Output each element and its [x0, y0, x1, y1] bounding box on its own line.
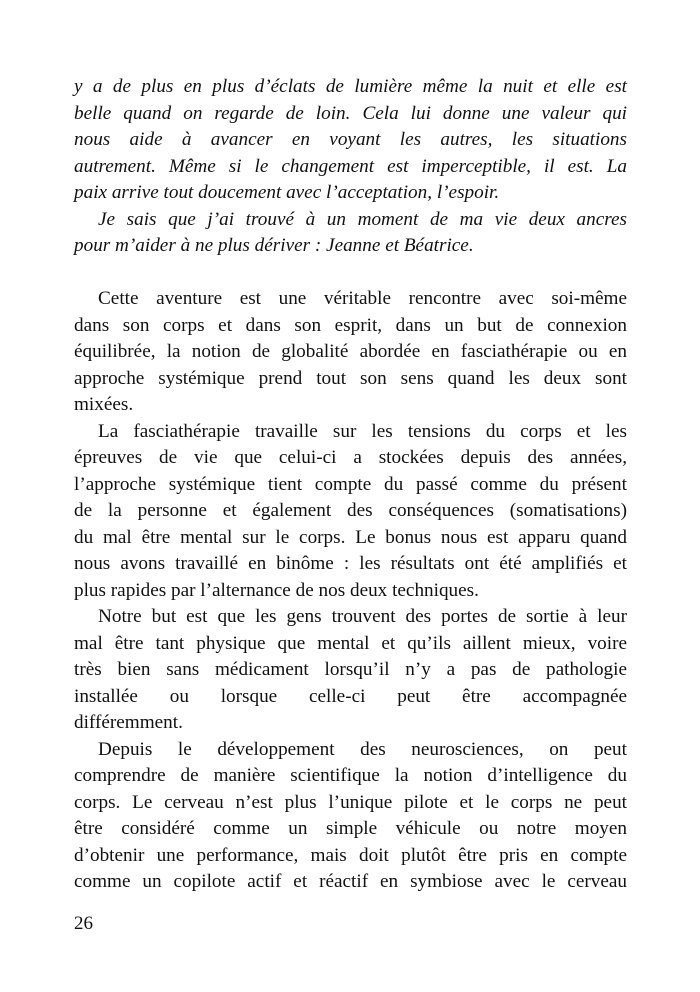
text-line: comprendre de manière scientifique la notion d’intelligence du: [74, 765, 627, 786]
text-line: équilibrée, la notion de globalité abordée en fasciathérapie ou en: [74, 341, 627, 362]
text-line: être considéré comme un simple véhicule ou notre moyen: [74, 818, 627, 839]
text-line: d’obtenir une performance, mais doit plutôt être pris en compte: [74, 844, 627, 866]
text-line: Depuis le développement des neurosciences, on peut: [98, 738, 627, 760]
text-line: de la personne et également des conséquences (somatisations): [74, 500, 627, 521]
text-line: La fasciathérapie travaille sur les tensions du corps et les: [98, 420, 627, 442]
text-line: nous aide à avancer en voyant les autres, les situations: [74, 129, 627, 150]
text-line: plus rapides par l’alternance de nos deux techniques.: [74, 579, 479, 601]
text-line: paix arrive tout doucement avec l’acceptation, l’espoir.: [74, 182, 500, 203]
text-line: différemment.: [74, 712, 183, 733]
text-line: mal être tant physique que mental et qu’ils aillent mieux, voire: [74, 632, 627, 654]
text-line: Notre but est que les gens trouvent des portes de sortie à leur: [98, 606, 627, 627]
text-line: belle quand on regarde de loin. Cela lui donne une valeur qui: [74, 102, 627, 124]
text-line: y a de plus en plus d’éclats de lumière même la nuit et elle est: [74, 76, 627, 97]
text-line: installée ou lorsque celle-ci peut être accompagnée: [74, 685, 627, 707]
text-line: épreuves de vie que celui-ci a stockées depuis des années,: [74, 447, 627, 468]
text-line: très bien sans médicament lorsqu’il n’y a pas de pathologie: [74, 659, 627, 680]
body-text-block: [74, 286, 627, 896]
text-line: approche systémique prend tout son sens quand les deux sont: [74, 367, 627, 389]
text-line: autrement. Même si le changement est imperceptible, il est. La: [74, 155, 627, 177]
text-line: corps. Le cerveau n’est plus l’unique pilote et le corps ne peut: [74, 791, 627, 813]
text-line: comme un copilote actif et réactif en symbiose avec le cerveau: [74, 871, 627, 892]
text-line: pour m’aider à ne plus dériver : Jeanne et Béatrice.: [74, 235, 474, 256]
italic-quote-block: [74, 74, 627, 260]
text-line: l’approche systémique tient compte du passé comme du présent: [74, 473, 627, 495]
text-line: dans son corps et dans son esprit, dans un but de connexion: [74, 314, 627, 336]
text-line: nous avons travaillé en binôme : les résultats ont été amplifiés et: [74, 553, 627, 574]
text-line: mixées.: [74, 394, 134, 415]
text-line: du mal être mental sur le corps. Le bonus nous est apparu quand: [74, 526, 627, 548]
text-line: Je sais que j’ai trouvé à un moment de ma vie deux ancres: [98, 208, 627, 230]
text-line: Cette aventure est une véritable rencontre avec soi-même: [98, 288, 627, 309]
page-number: 26: [74, 913, 93, 934]
